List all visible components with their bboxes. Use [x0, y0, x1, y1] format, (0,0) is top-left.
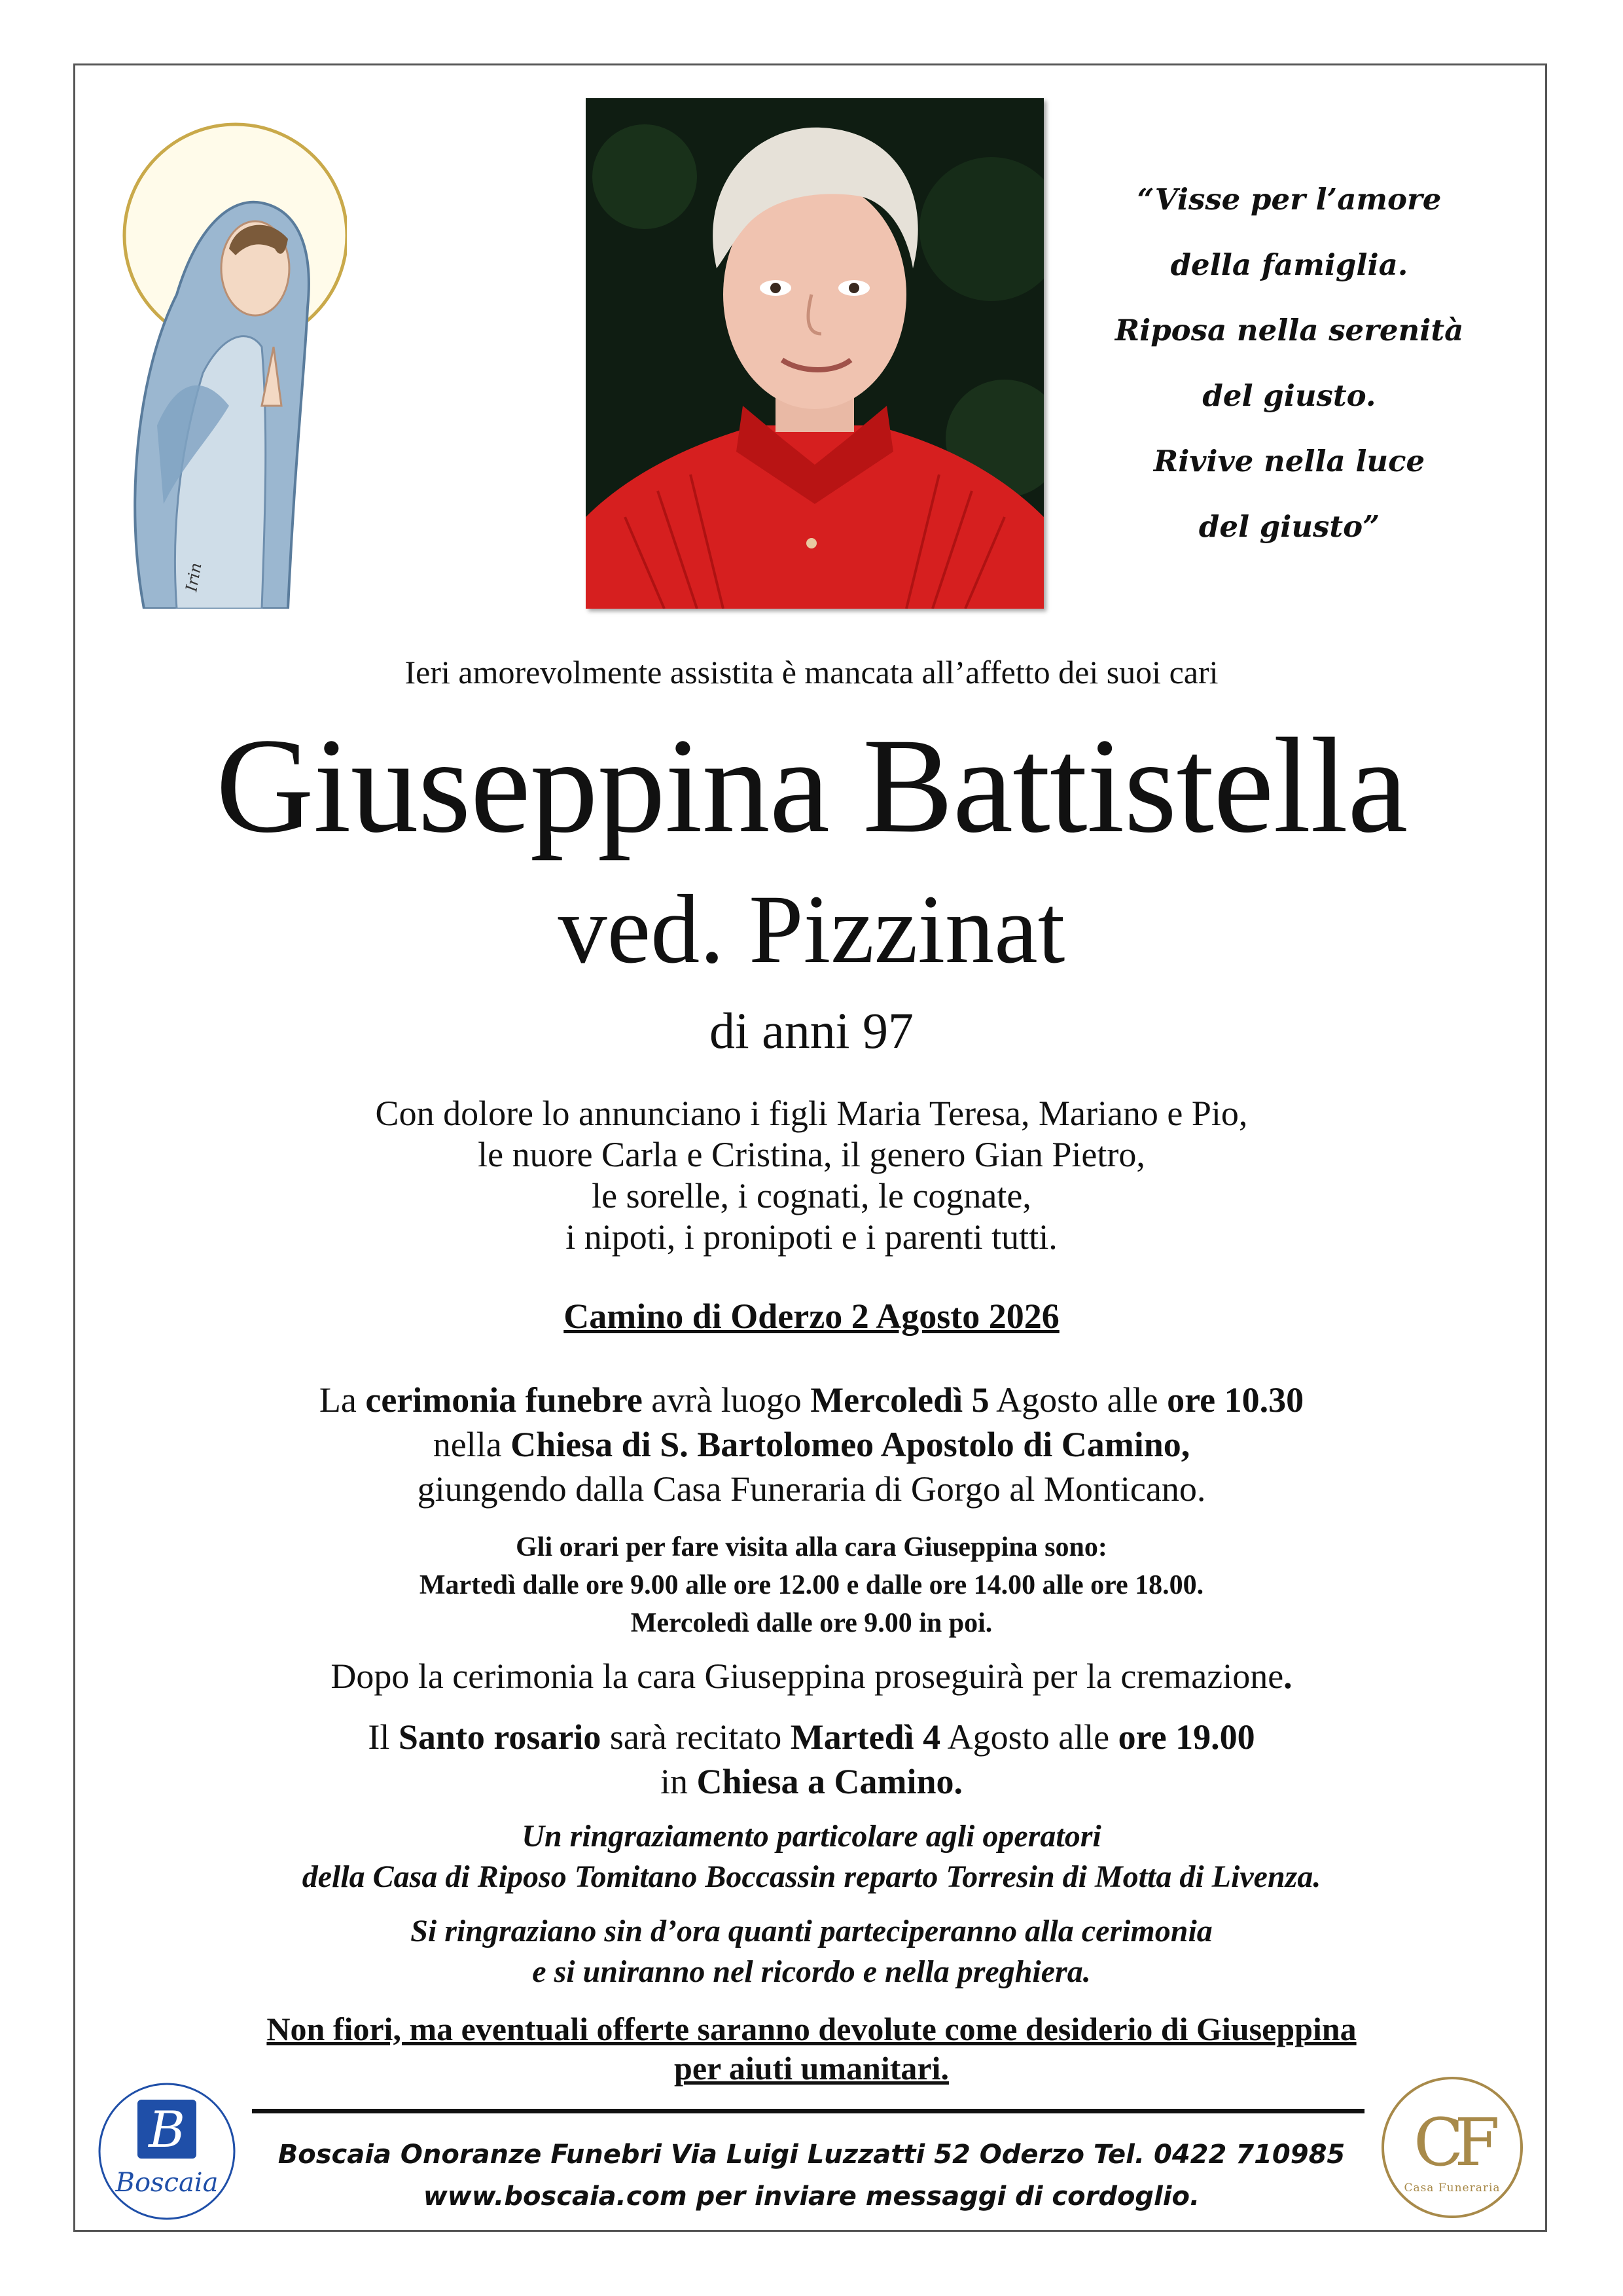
thanks-line: della Casa di Riposo Tomitano Boccassin reparto Torresin di Motta di Livenza. [302, 1859, 1321, 1894]
visits-line: Gli orari per fare visita alla cara Giuseppina sono: [516, 1532, 1107, 1562]
ceremony-info [0, 1378, 1623, 1511]
text: sarà recitato [601, 1717, 791, 1757]
casa-funeraria-logo-caption: Casa Funeraria [1404, 2181, 1501, 2195]
deceased-name: Giuseppina Battistella [215, 710, 1408, 861]
visits-line: Martedì dalle ore 9.00 alle ore 12.00 e dalle ore 14.00 alle ore 18.00. [419, 1570, 1204, 1600]
text-bold: Chiesa a Camino. [696, 1762, 963, 1801]
cremation-note [0, 1656, 1623, 1696]
flowers-line: Non fiori, ma eventuali offerte saranno devolute come desiderio di Giuseppina [266, 2011, 1357, 2047]
quote-line: del giusto. [1202, 378, 1376, 413]
quote-line: Riposa nella serenità [1115, 313, 1464, 348]
text-bold: Martedì 4 [790, 1717, 941, 1757]
thanks-line: e si uniranno nel ricordo e nella preghiera. [532, 1954, 1091, 1989]
rosary-line-2 [0, 1759, 1623, 1804]
portrait-image [586, 98, 1044, 609]
footer-divider [252, 2109, 1364, 2113]
ceremony-line-3: giungendo dalla Casa Funeraria di Gorgo al Monticano. [417, 1469, 1206, 1509]
quote-line: della famiglia. [1170, 247, 1408, 282]
thanks-attendees [0, 1911, 1623, 1992]
epitaph-quote [1073, 167, 1505, 560]
rosary-info [0, 1715, 1623, 1804]
intro-text: Ieri amorevolmente assistita è mancata all’affetto dei suoi cari [404, 654, 1219, 691]
casa-funeraria-logo-letters: CF [1414, 2104, 1491, 2181]
rosary-line-1 [0, 1715, 1623, 1759]
ceremony-line-2 [0, 1422, 1623, 1467]
widow-of: ved. Pizzinat [558, 875, 1065, 984]
thanks-line: Si ringraziano sin d’ora quanti parteciperanno alla cerimonia [410, 1914, 1213, 1948]
deceased-age: di anni 97 [709, 1002, 914, 1059]
family-line: i nipoti, i pronipoti e i parenti tutti. [565, 1217, 1058, 1257]
text: in [660, 1762, 697, 1801]
family-line: Con dolore lo annunciano i figli Maria Teresa, Mariano e Pio, [375, 1094, 1248, 1133]
quote-line: Rivive nella luce [1153, 444, 1425, 478]
text: nella [433, 1425, 511, 1464]
visiting-hours [0, 1528, 1623, 1642]
madonna-signature: Irin [182, 561, 205, 594]
text-bold: ore 19.00 [1118, 1717, 1255, 1757]
boscaia-logo-name: Boscaia [115, 2168, 219, 2198]
text: Il [368, 1717, 399, 1757]
casa-funeraria-logo [1380, 2075, 1525, 2220]
portrait-photo [586, 98, 1044, 609]
text: Dopo la cerimonia la cara Giuseppina proseguirà per la cremazione [330, 1657, 1284, 1696]
family-line: le sorelle, i cognati, le cognate, [592, 1176, 1031, 1215]
family-announcement [0, 1093, 1623, 1258]
text: Agosto alle [940, 1717, 1118, 1757]
footer-website[interactable]: www.boscaia.com per inviare messaggi di cordoglio. [423, 2181, 1200, 2212]
flowers-line: per aiuti umanitari. [674, 2050, 949, 2087]
boscaia-logo-letter: B [149, 2100, 185, 2159]
quote-line: “Visse per l’amore [1137, 182, 1442, 217]
footer-address: Boscaia Onoranze Funebri Via Luigi Luzzatti 52 Oderzo Tel. 0422 710985 [277, 2140, 1346, 2170]
text-bold: ore 10.30 [1167, 1380, 1304, 1420]
thanks-staff [0, 1816, 1623, 1897]
text: Agosto alle [989, 1380, 1168, 1420]
text-bold: cerimonia funebre [365, 1380, 643, 1420]
place-date: Camino di Oderzo 2 Agosto 2026 [563, 1297, 1060, 1336]
text-bold: Chiesa di S. Bartolomeo Apostolo di Camino, [510, 1425, 1190, 1464]
text-bold: . [1283, 1657, 1293, 1696]
thanks-line: Un ringraziamento particolare agli operatori [522, 1819, 1101, 1854]
visits-line: Mercoledì dalle ore 9.00 in poi. [630, 1608, 993, 1638]
text: La [319, 1380, 366, 1420]
text-bold: Santo rosario [398, 1717, 601, 1757]
ceremony-line-1 [0, 1378, 1623, 1422]
quote-line: del giusto” [1198, 509, 1380, 544]
madonna-illustration [98, 98, 347, 609]
text-bold: Mercoledì 5 [810, 1380, 990, 1420]
text: avrà luogo [642, 1380, 811, 1420]
family-line: le nuore Carla e Cristina, il genero Gian Pietro, [478, 1135, 1145, 1174]
